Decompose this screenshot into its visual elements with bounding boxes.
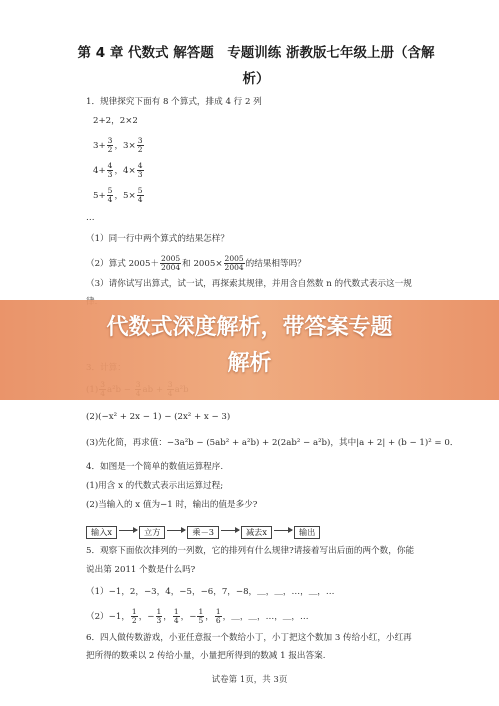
- flow-diagram: [86, 520, 320, 539]
- flow-step-multiply: 乘－3: [187, 526, 219, 539]
- flow-arrow-icon: [274, 530, 292, 531]
- q4-intro: 4．如图是一个简单的数值运算程序.: [86, 462, 224, 472]
- flow-arrow-icon: [119, 530, 137, 531]
- q5-sequence-2: （2）−1， $\frac{1}{2}$ ，− $\frac{1}{3}$ ， $\frac{1}{4}$ ，− $\frac{1}{5}$ ， $\frac{1}{6}$ ，＿，＿，…，＿，…: [86, 607, 309, 625]
- q3-expression-2: (2)(−x² + 2x − 1) − (2x² + x − 3): [86, 412, 231, 422]
- q3-expression-3: (3)先化简，再求值：−3a²b − (5ab² + a²b) + 2(2ab² − a²b)，其中|a + 2| + (b − 1)² = 0．: [86, 438, 459, 448]
- q5-intro-cont: 说出第 2011 个数是什么吗?: [86, 565, 196, 575]
- q1-ellipsis: …: [86, 213, 95, 223]
- flow-arrow-icon: [221, 530, 239, 531]
- title-line-1: 第 4 章 代数式 解答题 专题训练 浙教版七年级上册（含解: [77, 45, 435, 61]
- banner-line-2: 解析: [227, 351, 272, 376]
- flow-arrow-icon: [167, 530, 185, 531]
- q6-line-2: 把所得的数乘以 2 传给小量，小量把所得到的数减 1 报出答案.: [86, 651, 326, 661]
- q4-part-1: (1)用含 x 的代数式表示出运算过程;: [86, 481, 224, 491]
- title-line-2: 析）: [242, 71, 270, 87]
- q1-row-2: 3+ $\frac{3}{2}$ ，3× $\frac{3}{2}$: [93, 136, 143, 154]
- q1-part-1: （1）同一行中两个算式的结果怎样？: [86, 234, 229, 244]
- flow-step-cube: 立方: [139, 526, 165, 539]
- q1-row-3: 4+ $\frac{4}{3}$ ，4× $\frac{4}{3}$: [93, 161, 143, 179]
- flow-step-subtract: 减去x: [241, 526, 272, 539]
- banner-text: [20, 310, 479, 382]
- q1-row-4: 5+ $\frac{5}{4}$ ，5× $\frac{5}{4}$: [93, 186, 143, 204]
- q1-intro: 1．规律探究下面有 8 个算式，排成 4 行 2 列: [86, 97, 262, 107]
- page-title: [70, 40, 442, 92]
- flow-step-input: 输入x: [86, 526, 117, 539]
- q1-part-3: （3）请你试写出算式，试一试，再探索其规律，并用含自然数 n 的代数式表示这一规: [86, 279, 412, 289]
- page-footer: 试卷第 1页，共 3页: [211, 675, 288, 685]
- q4-part-2: (2)当输入的 x 值为−1 时，输出的值是多少?: [86, 500, 258, 510]
- q1-row-1: 2+2，2×2: [93, 116, 138, 126]
- q6-line-1: 6．四人做传数游戏，小亚任意报一个数给小丁，小丁把这个数加 3 传给小红，小红再: [86, 633, 412, 643]
- banner-line-1: 代数式深度解析，带答案专题: [106, 315, 393, 340]
- q5-intro: 5．观察下面依次排列的一列数，它的排列有什么规律?请接着写出后面的两个数，你能: [86, 546, 415, 556]
- q5-sequence-1: （1）−1，2，−3，4，−5，−6，7，−8，＿，＿，…，＿，…: [86, 587, 335, 597]
- flow-step-output: 输出: [294, 526, 320, 539]
- q1-part-2: （2）算式 2005＋ $\frac{2005}{2004}$ 和 2005× $\frac{2005}{2004}$ 的结果相等吗？: [86, 254, 306, 272]
